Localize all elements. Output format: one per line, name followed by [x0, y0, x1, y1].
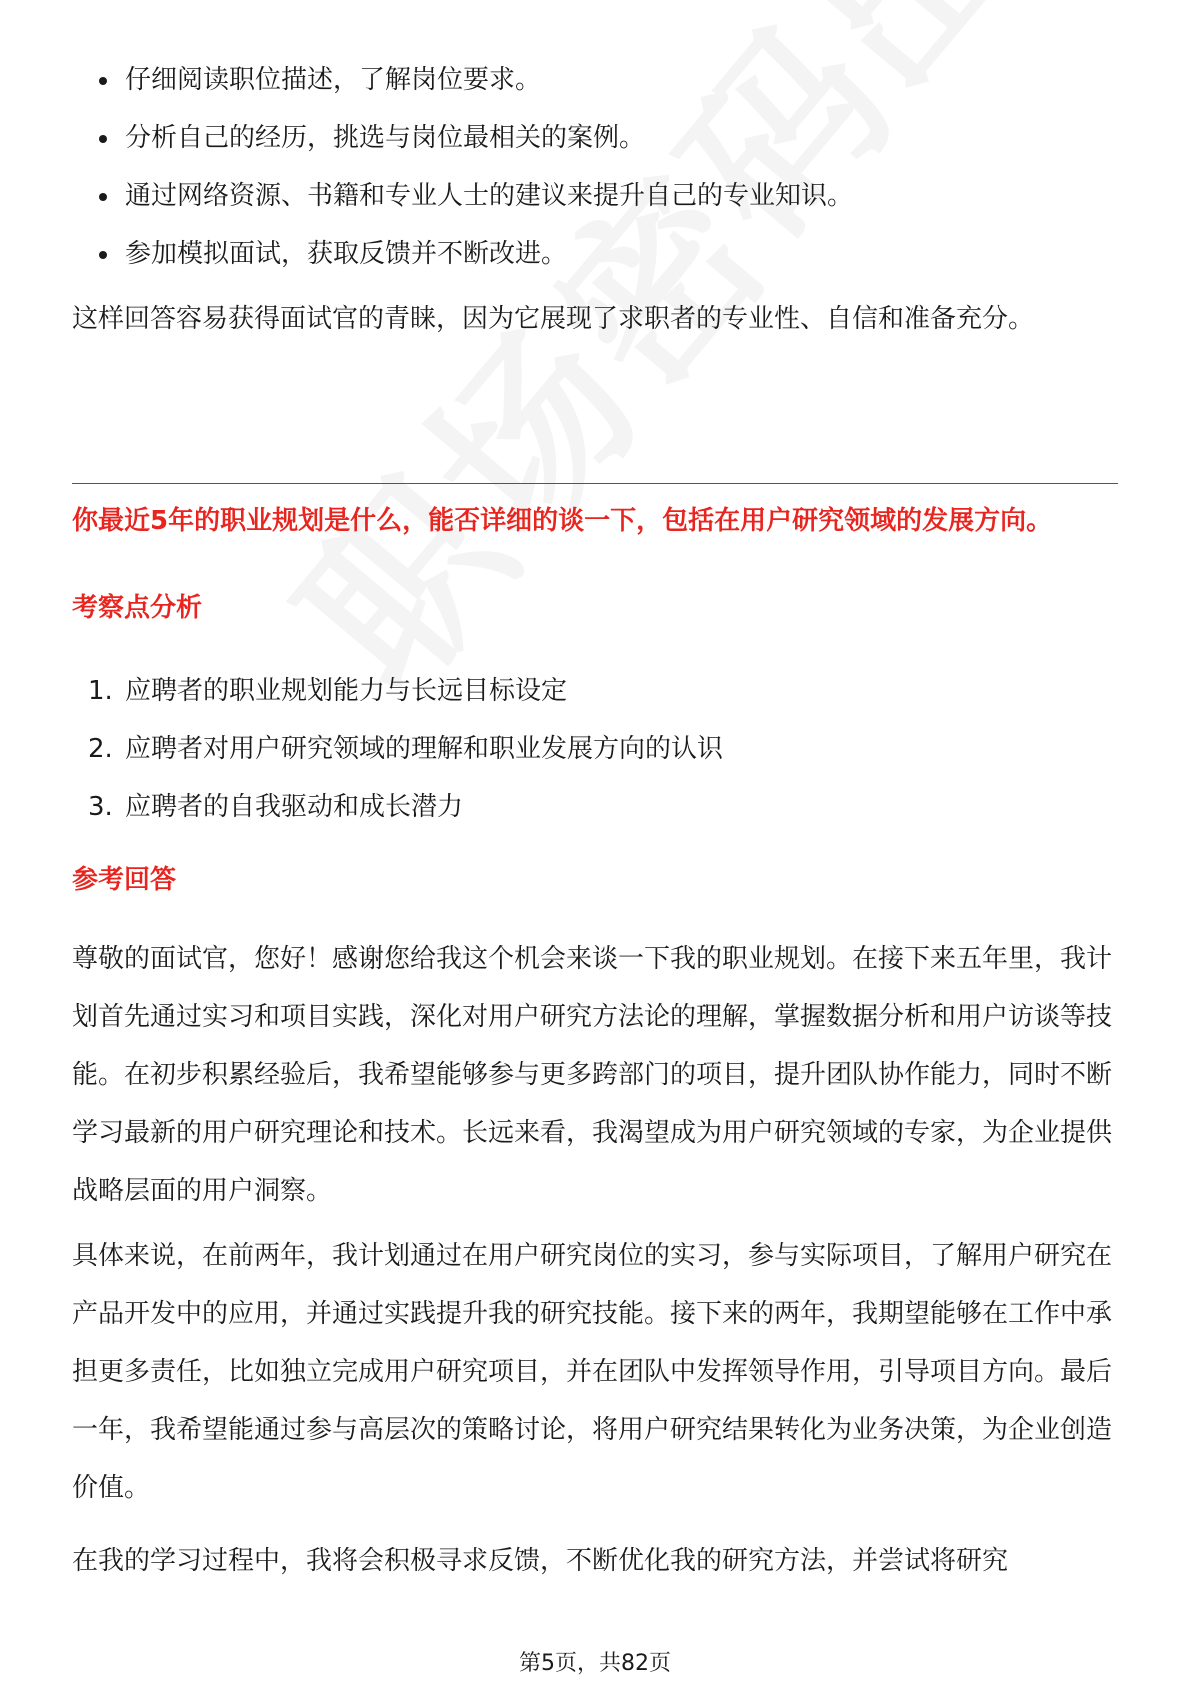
analysis-heading: 考察点分析 — [72, 593, 203, 623]
list-item — [72, 789, 723, 847]
list-text: 应聘者对用户研究领域的理解和职业发展方向的认识 — [125, 734, 724, 764]
answer-paragraph: 在我的学习过程中，我将会积极寻求反馈，不断优化我的研究方法，并尝试将研究 — [72, 1546, 1009, 1576]
list-item — [72, 673, 723, 731]
list-item: 分析自己的经历，挑选与岗位最相关的案例。 — [72, 120, 853, 178]
list-item: 仔细阅读职位描述，了解岗位要求。 — [72, 62, 853, 120]
list-number: 1. — [88, 676, 113, 706]
list-number: 3. — [88, 792, 113, 822]
list-item: 参加模拟面试，获取反馈并不断改进。 — [72, 236, 853, 294]
list-item — [72, 731, 723, 789]
list-text: 应聘者的自我驱动和成长潜力 — [125, 792, 464, 822]
question-title: 你最近5年的职业规划是什么，能否详细的谈一下，包括在用户研究领域的发展方向。 — [72, 506, 1053, 536]
tips-list — [72, 62, 853, 294]
list-number: 2. — [88, 734, 113, 764]
summary-paragraph: 这样回答容易获得面试官的青睐，因为它展现了求职者的专业性、自信和准备充分。 — [72, 304, 1035, 334]
list-text: 应聘者的职业规划能力与长远目标设定 — [125, 676, 568, 706]
analysis-list — [72, 673, 723, 847]
divider — [72, 483, 1118, 484]
answer-paragraph: 尊敬的面试官，您好！感谢您给我这个机会来谈一下我的职业规划。在接下来五年里，我计划首先通过实习和项目实践，深化对用户研究方法论的理解，掌握数据分析和用户访谈等技能。在初步积累经验后，我希望能够参与更多跨部门的项目，提升团队协作能力，同时不断学习最新的用户研究理论和技术。长远来看，我渴望成为用户研究领域的专家，为企业提供战略层面的用户洞察。 — [72, 944, 1113, 1206]
answer-heading: 参考回答 — [72, 865, 177, 895]
list-item: 通过网络资源、书籍和专业人士的建议来提升自己的专业知识。 — [72, 178, 853, 236]
answer-paragraph: 具体来说，在前两年，我计划通过在用户研究岗位的实习，参与实际项目，了解用户研究在产品开发中的应用，并通过实践提升我的研究技能。接下来的两年，我期望能够在工作中承担更多责任，比如独立完成用户研究项目，并在团队中发挥领导作用，引导项目方向。最后一年，我希望能通过参与高层次的策略讨论，将用户研究结果转化为业务决策，为企业创造价值。 — [72, 1241, 1113, 1503]
page-number: 第5页，共82页 — [519, 1651, 671, 1676]
